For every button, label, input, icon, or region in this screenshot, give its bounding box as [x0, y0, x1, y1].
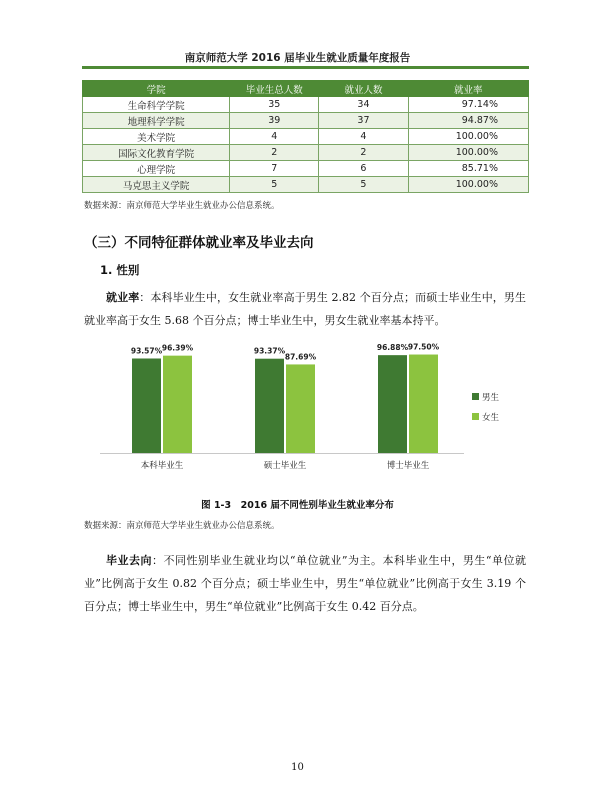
employment-rate-paragraph [84, 286, 526, 332]
table-row [83, 145, 529, 161]
table-cell: 地理科学学院 [83, 113, 230, 129]
data-label: 87.69% [284, 352, 317, 362]
table-cell: 34 [319, 97, 408, 113]
table-cell: 5 [319, 177, 408, 193]
data-label: 96.88% [376, 343, 409, 353]
table-cell: 94.87% [408, 113, 528, 129]
table-cell: 生命科学学院 [83, 97, 230, 113]
table-header-college: 学院 [83, 81, 230, 97]
table-row [83, 177, 529, 193]
table-data-source: 数据来源：南京师范大学毕业生就业办公信息系统。 [84, 201, 280, 211]
table-row [83, 161, 529, 177]
bar [163, 356, 192, 453]
data-label: 93.57% [130, 346, 163, 356]
table-cell: 37 [319, 113, 408, 129]
table-cell: 35 [230, 97, 319, 113]
category-label: 博士毕业生 [386, 461, 430, 471]
table-cell: 5 [230, 177, 319, 193]
table-cell: 马克思主义学院 [83, 177, 230, 193]
table-cell: 心理学院 [83, 161, 230, 177]
data-label: 96.39% [161, 343, 194, 353]
bar [132, 358, 161, 453]
table-cell: 97.14% [408, 97, 528, 113]
table-cell: 4 [319, 129, 408, 145]
legend-swatch [472, 393, 479, 400]
data-label: 97.50% [407, 342, 440, 352]
bar [286, 364, 315, 453]
paragraph-label: 毕业去向 [106, 554, 152, 567]
sub-heading-gender: 1. 性别 [100, 263, 140, 277]
figure-caption: 图 1-3 2016 届不同性别毕业生就业率分布 [201, 500, 394, 511]
report-header-title: 南京师范大学 2016 届毕业生就业质量年度报告 [184, 52, 411, 64]
section-heading: （三）不同特征群体就业率及毕业去向 [84, 235, 314, 251]
table-cell: 国际文化教育学院 [83, 145, 230, 161]
header-rule [82, 66, 529, 69]
category-label: 本科毕业生 [140, 461, 184, 471]
table-cell: 6 [319, 161, 408, 177]
paragraph-text: ：不同性别毕业生就业均以“单位就业”为主。本科毕业生中，男生“单位就业”比例高于女生 0.82 个百分点；硕士毕业生中，男生“单位就业”比例高于女生 3.19 个百分点；博士毕业生中，男生“单位就业”比例高于女生 0.42 百分点。 [84, 554, 527, 613]
table-header-employed: 就业人数 [319, 81, 408, 97]
table-cell: 100.00% [408, 177, 528, 193]
bar [378, 355, 407, 453]
table-row [83, 97, 529, 113]
table-row [83, 129, 529, 145]
gender-employment-chart [84, 340, 524, 480]
data-label: 93.37% [253, 346, 286, 356]
table-header-rate: 就业率 [408, 81, 528, 97]
category-label: 硕士毕业生 [263, 461, 307, 471]
destination-paragraph [84, 549, 526, 618]
legend-label: 男生 [482, 393, 500, 403]
table-cell: 2 [319, 145, 408, 161]
table-cell: 美术学院 [83, 129, 230, 145]
legend-label: 女生 [482, 413, 500, 423]
table-cell: 4 [230, 129, 319, 145]
table-cell: 39 [230, 113, 319, 129]
bar [409, 355, 438, 453]
table-row [83, 113, 529, 129]
bar [255, 359, 284, 453]
table-cell: 85.71% [408, 161, 528, 177]
college-employment-table [82, 80, 529, 193]
paragraph-label: 就业率 [106, 291, 140, 304]
table-cell: 100.00% [408, 129, 528, 145]
paragraph-text: ：本科毕业生中，女生就业率高于男生 2.82 个百分点；而硕士毕业生中，男生就业率高于女生 5.68 个百分点；博士毕业生中，男女生就业率基本持平。 [84, 291, 527, 327]
page-number: 10 [291, 762, 304, 773]
table-header-graduates: 毕业生总人数 [230, 81, 319, 97]
chart-data-source: 数据来源：南京师范大学毕业生就业办公信息系统。 [84, 521, 280, 531]
table-cell: 2 [230, 145, 319, 161]
table-cell: 7 [230, 161, 319, 177]
legend-swatch [472, 413, 479, 420]
table-header-row [83, 81, 529, 97]
table-cell: 100.00% [408, 145, 528, 161]
